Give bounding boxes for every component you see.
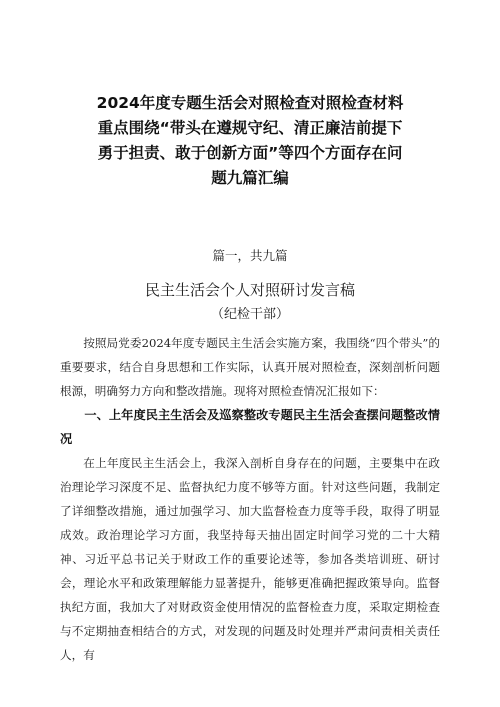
title-line-2: 重点围绕“带头在遵规守纪、清正廉洁前提下 (97, 119, 403, 137)
title-line-4: 题九篇汇编 (211, 169, 289, 187)
speech-title: 民主生活会个人对照研讨发言稿 (144, 281, 355, 299)
document-title (60, 91, 440, 191)
speech-subtitle: （纪检干部） (210, 307, 289, 322)
title-line-1: 2024年度专题生活会对照检查对照检查材料 (96, 94, 404, 112)
body-text (60, 331, 440, 667)
chapter-label: 篇一，共九篇 (212, 248, 288, 263)
intro-paragraph: 按照局党委2024年度专题民主生活会实施方案，我围绕“四个带头”的重要要求，结合自身思想和工作实际，认真开展对照检查，深刻剖析问题根源，明确努力方向和整改措施。现将对照检查情况汇报如下： (60, 336, 440, 398)
section-1-paragraph: 在上年度民主生活会上，我深入剖析自身存在的问题，主要集中在政治理论学习深度不足、监督执纪力度不够等方面。针对这些问题，我制定了详细整改措施，通过加强学习、加大监督检查力度等手段，取得了明显成效。政治理论学习方面，我坚持每天抽出固定时间学习党的二十大精神、习近平总书记关于财政工作的重要论述等，参加各类培训班、研讨会，理论水平和政策理解能力显著提升，能够更准确把握政策导向。监督执纪方面，我加大了对财政资金使用情况的监督检查力度，采取定期检查与不定期抽查相结合的方式，对发现的问题及时处理并严肃问责相关责任人，有 (60, 456, 440, 662)
title-line-3: 勇于担责、敢于创新方面”等四个方面存在问 (97, 144, 403, 162)
section-heading-1: 一、上年度民主生活会及巡察整改专题民主生活会查摆问题整改情况 (60, 408, 440, 446)
